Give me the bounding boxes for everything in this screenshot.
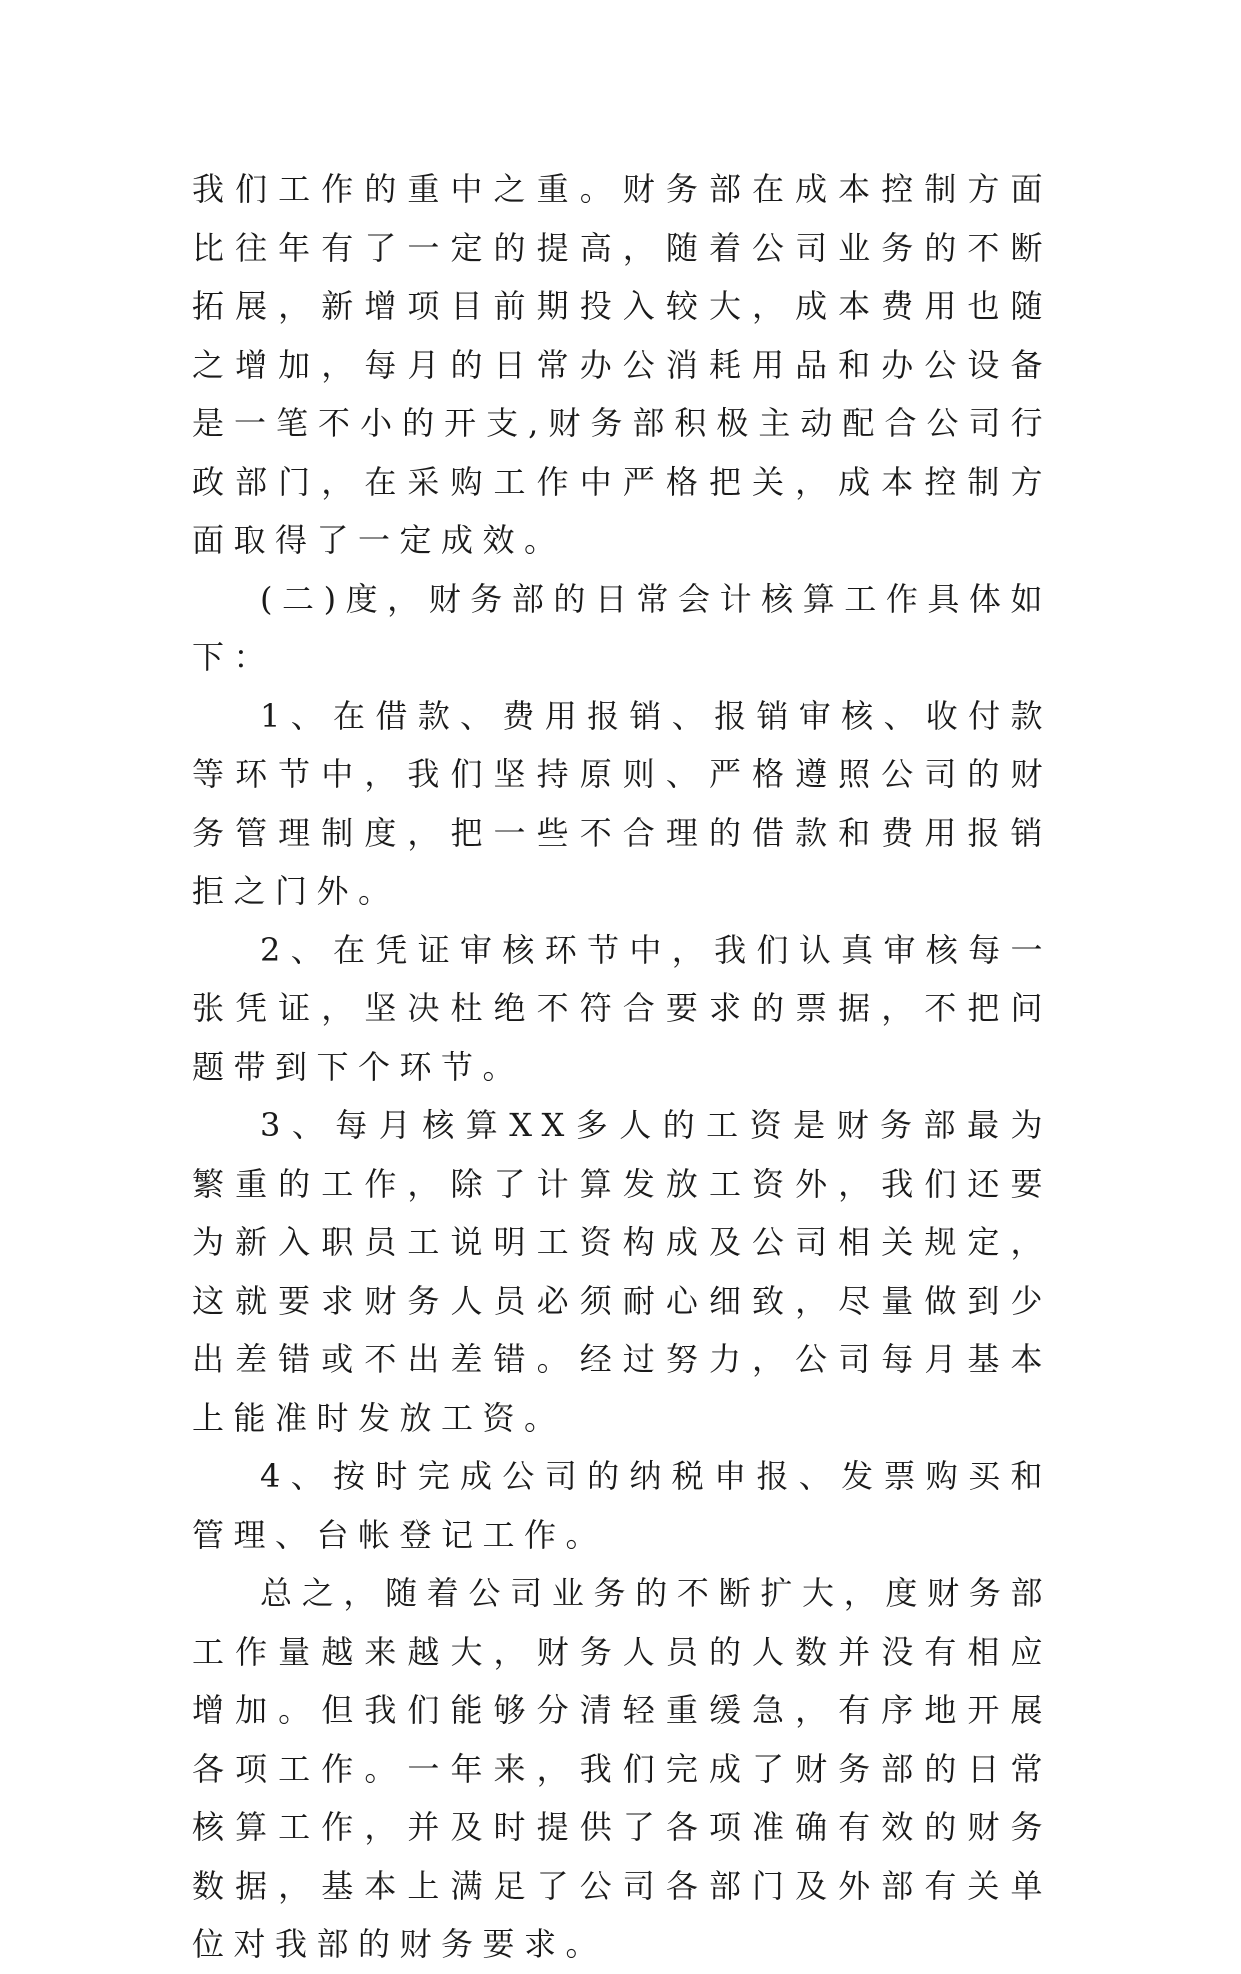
paragraph-section-heading: (二)度，财务部的日常会计核算工作具体如下： (192, 579, 1052, 676)
paragraph-item-4: 4、按时完成公司的纳税申报、发票购买和管理、台帐登记工作。 (192, 1457, 1052, 1554)
paragraph-summary: 总之，随着公司业务的不断扩大，度财务部工作量越来越大，财务人员的人数并没有相应增加。但我们能够分清轻重缓急，有序地开展各项工作。一年来，我们完成了财务部的日常核算工作，并及时提供了各项准确有效的财务数据，基本上满足了公司各部门及外部有关单位对我部的财务要求。 (192, 1574, 1052, 1963)
body-text (192, 160, 1052, 1974)
paragraph-item-2: 2、在凭证审核环节中，我们认真审核每一张凭证，坚决杜绝不符合要求的票据，不把问题带到下个环节。 (192, 930, 1052, 1086)
paragraph-item-1: 1、在借款、费用报销、报销审核、收付款等环节中，我们坚持原则、严格遵照公司的财务管理制度，把一些不合理的借款和费用报销拒之门外。 (192, 696, 1052, 910)
paragraph-cost-control: 我们工作的重中之重。财务部在成本控制方面比往年有了一定的提高，随着公司业务的不断拓展，新增项目前期投入较大，成本费用也随之增加，每月的日常办公消耗用品和办公设备是一笔不小的开支,财务部积极主动配合公司行政部门，在采购工作中严格把关，成本控制方面取得了一定成效。 (192, 170, 1052, 559)
paragraph-item-3: 3、每月核算XX多人的工资是财务部最为繁重的工作，除了计算发放工资外，我们还要为新入职员工说明工资构成及公司相关规定，这就要求财务人员必须耐心细致，尽量做到少出差错或不出差错。经过努力，公司每月基本上能准时发放工资。 (192, 1106, 1052, 1437)
